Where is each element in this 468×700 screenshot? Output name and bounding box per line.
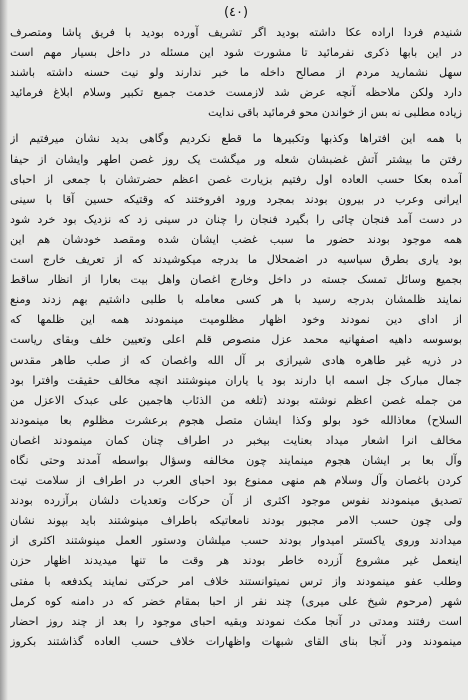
text-line: تصدیق مینمودند نفوس موجود اکثری از آن حرکات وتعدیات دلشان برآزرده بودند	[10, 494, 462, 508]
text-line: السلاح) معاذالله خود بولو وکذا ایشان متصل هجوم برعشرت مظلوم بعا مینمودند	[10, 413, 462, 427]
text-line: مخالف انرا اشعار میداد بعنایت بیخبر در اطراف چنان کمان مینمودند اغصان	[10, 433, 462, 447]
page-number: (٤٠)	[223, 5, 249, 20]
text-line: کردن باغصان وآل وسلام هم منهی ممنوع بود احبای العرب در اطراف از سلامت نیت	[10, 474, 462, 488]
body-text	[10, 23, 462, 652]
text-line: زیاده مطلبی نه بس از خواندن محو فرمائید باقی ندایت	[207, 106, 462, 120]
text-line: جمال مبارک جل اسمه ابا دارند بود یا یاران مینوشتند انچه مخالف حقیقت وافترا بود	[10, 373, 462, 387]
text-line: شهر (مرحوم شیخ علی میری) چند نفر از احبا بمقام خضر که در دامنه کوه کرمل	[10, 594, 462, 608]
text-line: با همه این افتراها وکذبها وتکبیرها ما قطع نکردیم وگاهی بدید نشان میرفتیم از	[10, 132, 462, 146]
text-line: میدادند وروی یاکستر امیدوار بودند حسب میلشان ودستور العمل مینوشتند اکثری از	[10, 534, 462, 548]
text-line: در این بابها ذکری نفرمائید تا مشورت شود این مسئله در داخل بسیار مهم است	[10, 46, 462, 60]
text-line: ولی چون حسب الامر مجبور بودند نامعاتیکه باطراف مینوشتند باید بپوند نشان	[10, 514, 462, 528]
text-line: بجمیع وسائل تمسک جسته در داخل وخارج اغصان واهل بیت بعارا از انظار ساقط	[10, 273, 462, 287]
text-line: دارد ولکن ملاحظه آنچه عرض شد لازمست خدمت جمیع تکبیر وسلام ابلاغ فرمائید	[10, 86, 462, 100]
paragraph	[10, 23, 462, 123]
text-line: در ذریه غیر طاهره هادی شیرازی بر آل الله واغصان که از صلب طاهر مقدس	[10, 353, 462, 367]
text-line: نمایند ظلمشان بدرجه رسید با هر کسی معامله با طلبی داشتیم بهم زدند ومنع	[10, 293, 462, 307]
text-line: از ادای دین نمودند وخود اظهار مظلومیت مینمودند همه این ظلمها که	[10, 313, 462, 327]
text-line: است رفتند ومدتی در آنجا مکث نمودند وبقیه احبای موجود را بعد از چند روز احضار	[10, 614, 462, 628]
text-line: ایرانی وعرب در بیرون بودند بمجرد ورود افروختند که وقتیکه حسین آقا با سینی	[10, 192, 462, 206]
text-line: بوسوسه داهیه اصفهانیه محمد عزل منصوص قلم اعلی وتعیین خلف وبقای ریاست	[10, 333, 462, 347]
text-line: اینعمل غیر مشروع آزرده خاطر بودند هر وقت ما تنها میدیدند اظهار حزن	[10, 554, 462, 568]
text-line: آمده بعکا حسب العاده اول رفتیم بزیارت غصن اعظم حضرتشان با جمعی از احبای	[10, 172, 462, 186]
text-line: در دست آمد فنجان چائی را بگیرد فنجان را چنان در سینی زد که نزدیک بود خرد شود	[10, 212, 462, 226]
text-line: شنیدم فردا اراده عکا داشته بودید اگر تشریف آورده بودید با فریق پاشا ومتصرف	[10, 26, 462, 39]
page-edge-shadow	[0, 0, 8, 700]
text-line: وطلب عفو مینمودند واز ترس نمیتوانستند خلاف امر حرکتی نمایند یکدفعه با مفتی	[10, 574, 462, 588]
text-line: مینمودند ودر آنجا بنای القای شبهات واظهارات خلاف حسب العاده گذاشتند بکروز	[10, 634, 462, 648]
text-line: بود یاری بطرق سیاسیه در اضمحلال ما بدرجه میکوشیدند که از تعریف خارج است	[10, 253, 462, 267]
text-line: همه موجود بودند حضور ما سبب غضب ایشان شده ومقصد خودشان هم این	[10, 232, 462, 246]
text-line: وآل بعا بر ایشان هجوم مینمایند چون مخالفه وسؤال بواسطه آمدند وحتی نگاه	[10, 453, 462, 467]
text-line: من جمله غصن اعظم نوشته بودند (تلغه من الذئاب هاجمین علی عبدک الاعزل من	[10, 393, 462, 407]
text-line: رفتن ما بیشتر آتش غضبشان شعله ور میگشت یک روز غصن اطهر وایشان از حیفا	[10, 152, 462, 166]
paragraph	[10, 129, 462, 651]
text-line: سهل نشمارید مردم از مصالح داخله ما خبر ندارند ولو نیت حسنه داشته باشند	[10, 66, 462, 80]
